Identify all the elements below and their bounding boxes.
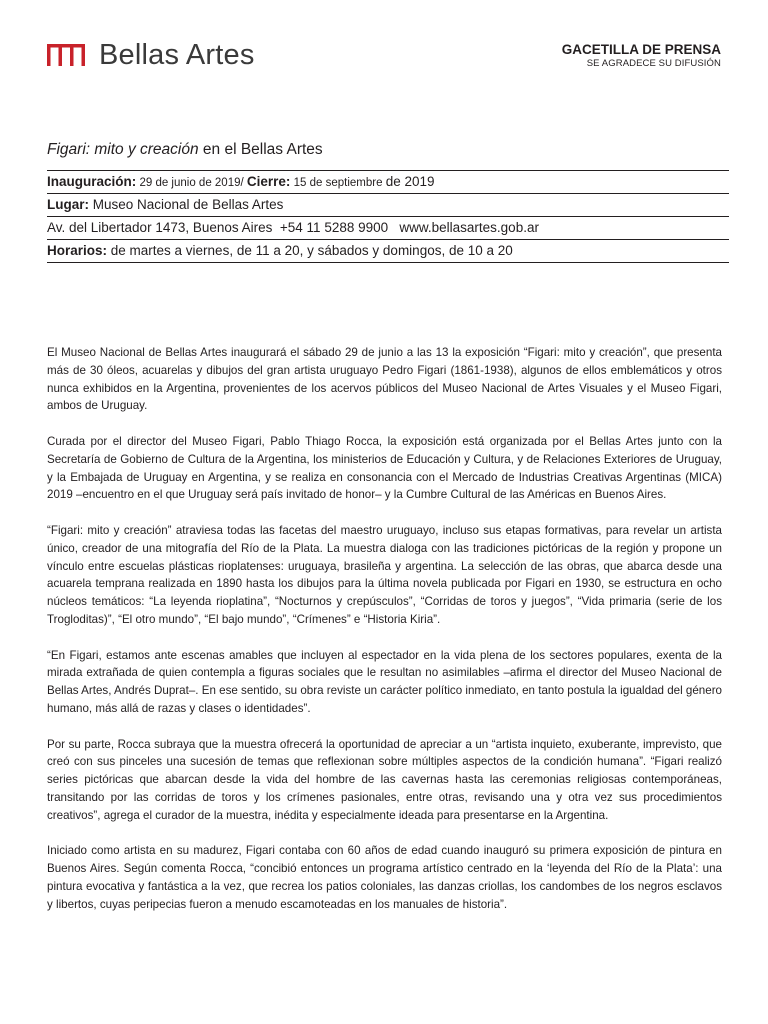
museum-logo: [47, 40, 255, 70]
body-paragraph: El Museo Nacional de Bellas Artes inaugurará el sábado 29 de junio a las 13 la exposición “Figari: mito y creación”, que presenta más de 30 óleos, acuarelas y dibujos del gran artista uruguayo Pedro Figari (1861-1938), algunos de ellos emblemáticos y otros nunca exhibidos en la Argentina, provenientes de los acervos públicos del Museo Nacional de Artes Visuales y el Museo Figari, ambos de Uruguay.: [47, 346, 722, 413]
dates-row: [47, 170, 729, 193]
press-release-label: [562, 42, 721, 70]
body-paragraph: Por su parte, Rocca subraya que la muestra ofrecerá la oportunidad de apreciar a un “artista inquieto, exuberante, imprevisto, que creó con sus pinceles una sucesión de temas que reflexionan sobre múltiples aspectos de la condición humana”. “Figari realizó series pictóricas que abarcan desde la vida del hombre de las cavernas hasta las ceremonias religiosas contemporáneas, transitando por las corridas de toros y los crímenes pasionales, entre otras, revisando una y otra vez sus procedimientos creativos”, agrega el curador de la muestra, inédita y especialmente ideada para presentarse en la Argentina.: [47, 737, 722, 822]
closing-year: de 2019: [385, 174, 435, 189]
press-release-title: GACETILLA DE PRENSA: [561, 42, 721, 57]
exhibition-title: [47, 140, 323, 160]
body-paragraph: Iniciado como artista en su madurez, Figari contaba con 60 años de edad cuando inauguró su primera exposición de pintura en Buenos Aires. Según comenta Rocca, “concibió entonces un programa artístico centrado en la ‘leyenda del Río de la Plata’: una pintura evocativa y fantástica a la vez, que recrea los patios coloniales, las danzas criollas, los candombes de los negros esclavos y libertos, cuyas peripecias fueron a menudo escamoteadas en los manuales de historia”.: [47, 844, 722, 911]
press-release-body: [47, 344, 722, 931]
hours-value: de martes a viernes, de 11 a 20, y sábados y domingos, de 10 a 20: [107, 243, 513, 258]
address-row: [47, 216, 729, 239]
exhibition-title-rest: en el Bellas Artes: [198, 141, 323, 158]
body-paragraph: “Figari: mito y creación” atraviesa todas las facetas del maestro uruguayo, incluso sus etapas formativas, para revelar un artista único, creador de una mitografía del Río de la Plata. La muestra dialoga con las tradiciones pictóricas de la región y propone un vínculo entre escuelas plásticas rioplatenses: uruguaya, brasileña y argentina. La selección de las obras, que abarca desde una acuarela temprana realizada en 1890 hasta los dibujos para la última novela publicada por Figari en 1930, se estructura en ocho núcleos temáticos: “La leyenda rioplatina”, “Nocturnos y crepúsculos”, “Corridas de toros y juegos”, “Vida primaria (serie de los Trogloditas)”, “El otro mundo”, “El bajo mundo”, “Crímenes” e “Historia Kiria”.: [47, 523, 722, 626]
exhibition-title-italic: Figari: mito y creación: [47, 141, 199, 158]
exhibition-info-table: [47, 170, 729, 263]
press-release-subtitle: SE AGRADECE SU DIFUSIÓN: [586, 58, 721, 69]
body-paragraph: Curada por el director del Museo Figari, Pablo Thiago Rocca, la exposición está organizada por el Bellas Artes junto con la Secretaría de Gobierno de Cultura de la Argentina, los ministerios de Educación y Cultura, y de Relaciones Exteriores de Uruguay, y la Embajada de Uruguay en Argentina, y se realiza en consonancia con el Mercado de Industrias Creativas Argentinas (MICA) 2019 –encuentro en el que Uruguay será país invitado de honor– y la Cumbre Cultural de las Américas en Buenos Aires.: [47, 434, 722, 502]
place-value: Museo Nacional de Bellas Artes: [89, 197, 284, 212]
closing-label: Cierre:: [246, 174, 291, 189]
place-label: Lugar:: [47, 197, 89, 212]
opening-value: 29 de junio de 2019/: [136, 177, 247, 189]
hours-label: Horarios:: [47, 243, 108, 258]
logo-text: Bellas Artes: [99, 39, 255, 71]
address-text: Av. del Libertador 1473, Buenos Aires +54 11 5288 9900 www.bellasartes.gob.ar: [47, 220, 539, 235]
hours-row: [47, 239, 729, 263]
closing-value: 15 de septiembre: [290, 177, 386, 189]
opening-label: Inauguración:: [47, 174, 137, 189]
place-row: [47, 193, 729, 216]
body-paragraph: “En Figari, estamos ante escenas amables que incluyen al espectador en la vida plena de los sectores populares, exenta de la mirada extrañada de quien contempla a figuras sociales que le resultan no asimilables –afirma el director del Museo Nacional de Bellas Artes, Andrés Duprat–. En ese sentido, su obra reviste un carácter político inmediato, en tanto postula la igualdad del género humano, más allá de razas y clases o identidades”.: [47, 648, 722, 715]
columns-logo-icon: [47, 44, 85, 66]
